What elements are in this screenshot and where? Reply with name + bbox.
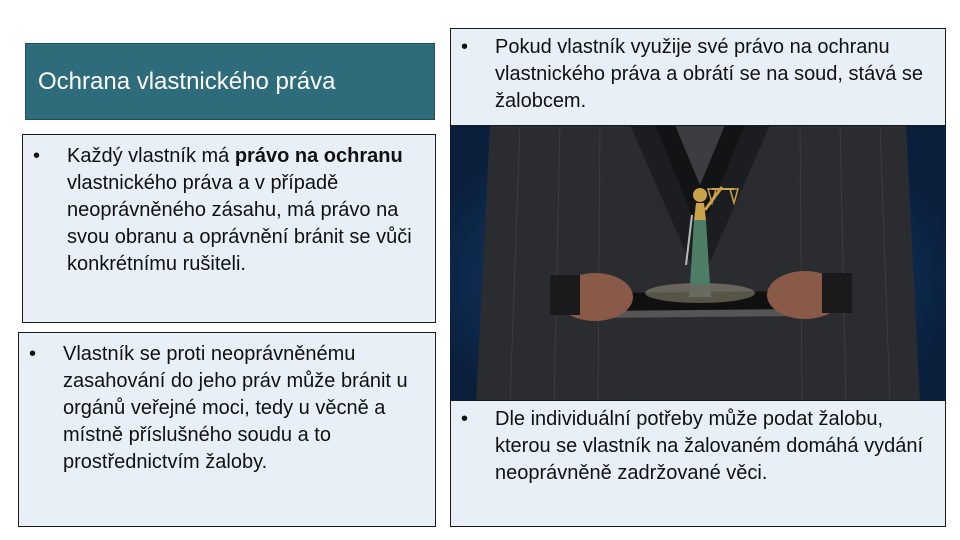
bullet-plaintiff: • Pokud vlastník využije své právo na ochranu vlastnického práva a obrátí se na soud, stává se žalobcem. bbox=[451, 34, 935, 115]
text-box-right-to-protection bbox=[22, 134, 436, 323]
bullet-right-to-protection: • Každý vlastník má právo na ochranu vlastnického práva a v případě neoprávněného zásahu, má právo na svou obranu a oprávnění bránit se vůči konkrétnímu rušiteli. bbox=[23, 143, 425, 278]
text-box-public-authority bbox=[18, 332, 436, 527]
justice-photo bbox=[450, 125, 946, 403]
slide-title bbox=[25, 43, 435, 120]
slide-title-text: Ochrana vlastnického práva bbox=[38, 67, 336, 95]
bullet-public-authority: • Vlastník se proti neoprávněnému zasahování do jeho práv může bránit u orgánů veřejné moci, tedy u věcně a místně příslušného soudu a to prostřednictvím žaloby. bbox=[19, 341, 425, 476]
text-box-plaintiff bbox=[450, 28, 946, 126]
text-box-lawsuit bbox=[450, 400, 946, 527]
bold-phrase: právo na ochranu bbox=[234, 145, 403, 167]
businessman-justice-illustration bbox=[450, 125, 946, 403]
bullet-lawsuit: • Dle individuální potřeby může podat žalobu, kterou se vlastník na žalovaném domáhá vydání neoprávněně zadržované věci. bbox=[451, 406, 935, 487]
